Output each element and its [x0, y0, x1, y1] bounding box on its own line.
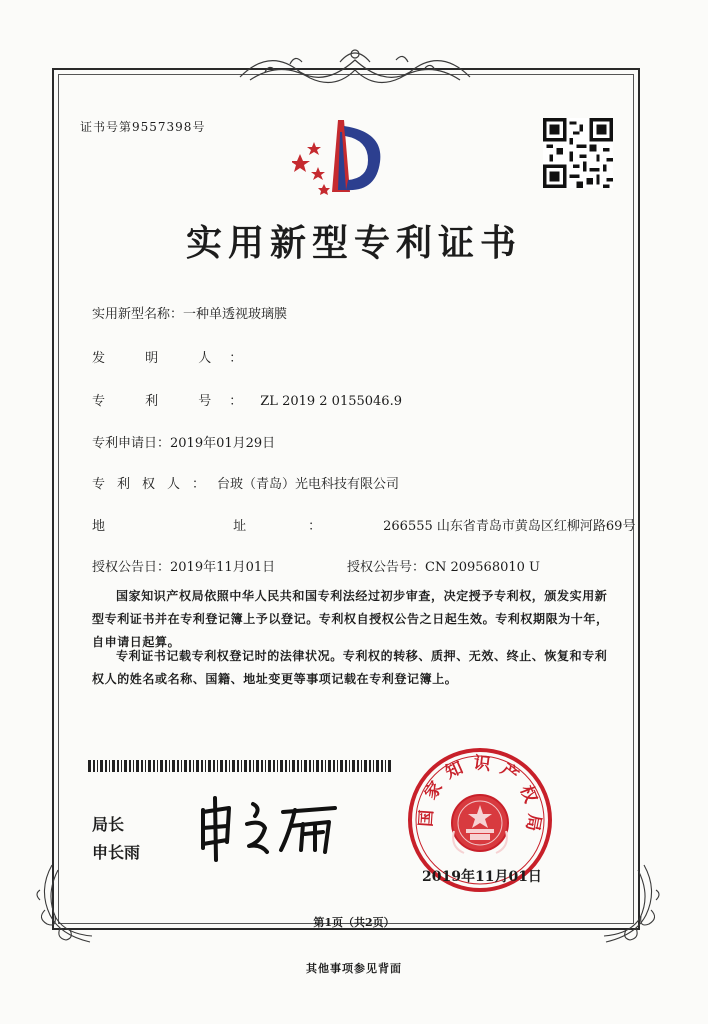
handwritten-signature-icon: [195, 790, 345, 865]
grant-statement-paragraph: 国家知识产权局依照中华人民共和国专利法经过初步审查，决定授予专利权，颁发实用新型专利证书并在专利登记簿上予以登记。专利权自授权公告之日起生效。专利权期限为十年，自申请日起算。: [92, 589, 609, 649]
application-date-label: 专利申请日：: [92, 436, 171, 451]
certificate-title: 实用新型专利证书: [185, 222, 522, 264]
certificate-number: 证书号第9557398号: [80, 120, 206, 134]
utility-model-name-label: 实用新型名称：: [92, 307, 184, 322]
address-field: [92, 515, 635, 534]
seal-text: 国家知识产权局: [416, 753, 545, 842]
barcode-icon: [88, 760, 392, 772]
grant-date-label: 授权公告日：: [92, 560, 171, 575]
footer-note: 其他事项参见背面: [306, 962, 402, 975]
application-date-value: 2019年01月29日: [170, 436, 276, 451]
application-date-field: [92, 432, 275, 451]
patent-office-logo-icon: [292, 112, 392, 208]
legal-status-paragraph: 专利证书记载专利权登记时的法律状况。专利权的转移、质押、无效、终止、恢复和专利权人的姓名或名称、国籍、地址变更等事项记载在专利登记簿上。: [92, 649, 608, 686]
director-title: 局长: [92, 815, 125, 834]
announcement-number-value: CN 209568010 U: [425, 560, 540, 575]
utility-model-name-value: 一种单透视玻璃膜: [183, 307, 288, 322]
page-number: 第1页（共2页）: [313, 916, 395, 929]
patentee-label: 专利权人：: [92, 477, 218, 492]
qr-code-icon: [543, 118, 613, 188]
director-name: 申长雨: [92, 843, 141, 862]
patentee-value: 台玻（青岛）光电科技有限公司: [217, 477, 400, 492]
patent-number-label: 专 利 号：: [92, 394, 261, 409]
top-ornament-icon: [230, 42, 480, 92]
inventor-label: 发 明 人：: [92, 351, 261, 366]
grant-date-value: 2019年11月01日: [170, 560, 276, 575]
announcement-number-field: [347, 556, 540, 575]
patentee-field: [92, 473, 399, 492]
patent-number-value: ZL 2019 2 0155046.9: [260, 394, 402, 409]
grant-date-field: [92, 556, 275, 575]
corner-ornament-left-icon: [30, 860, 100, 950]
utility-model-name-field: [92, 303, 287, 322]
inventor-field: [92, 347, 260, 366]
corner-ornament-right-icon: [596, 860, 666, 950]
address-label: 地 址：: [92, 519, 384, 534]
address-value: 266555 山东省青岛市黄岛区红柳河路69号: [383, 519, 636, 534]
patent-number-field: [92, 390, 402, 409]
announcement-number-label: 授权公告号：: [347, 560, 426, 575]
seal-date: 2019年11月01日: [422, 869, 542, 885]
